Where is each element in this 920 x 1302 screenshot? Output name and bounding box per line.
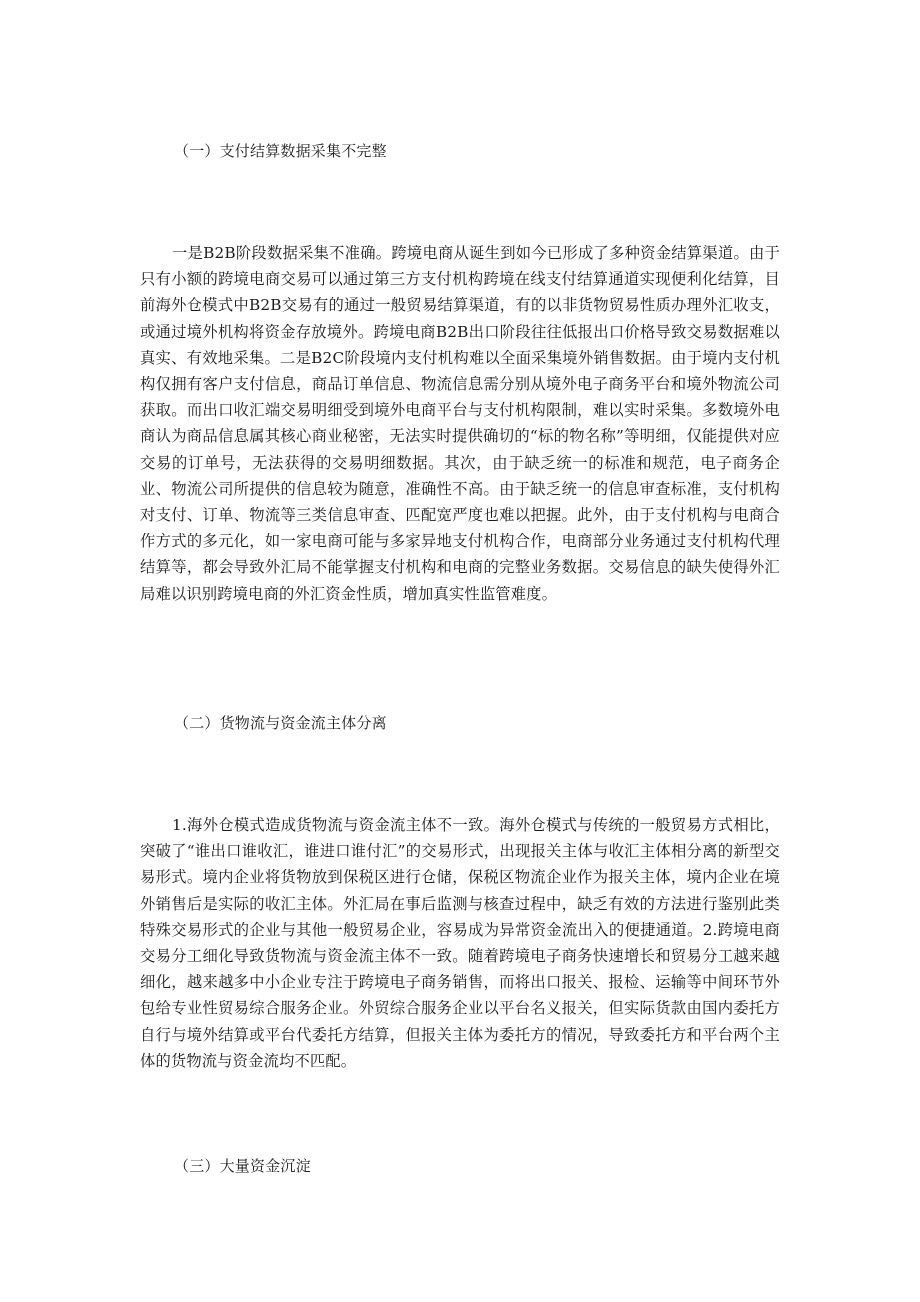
section-paragraph-2: 1.海外仓模式造成货物流与资金流主体不一致。海外仓模式与传统的一般贸易方式相比，突破了“谁出口谁收汇，谁进口谁付汇”的交易形式，出现报关主体与收汇主体相分离的新型交易形式。境内企业将货物放到保税区进行仓储，保税区物流企业作为报关主体，境内企业在境外销售后是实际的收汇主体。外汇局在事后监测与核查过程中，缺乏有效的方法进行鉴别此类特殊交易形式的企业与其他一般贸易企业，容易成为异常资金流出入的便捷通道。2.跨境电商交易分工细化导致货物流与资金流主体不一致。随着跨境电子商务快速增长和贸易分工越来越细化，越来越多中小企业专注于跨境电子商务销售，而将出口报关、报检、运输等中间环节外包给专业性贸易综合服务企业。外贸综合服务企业以平台名义报关，但实际货款由国内委托方自行与境外结算或平台代委托方结算，但报关主体为委托方的情况，导致委托方和平台两个主体的货物流与资金流均不匹配。: [140, 816, 780, 1070]
section-paragraph-1: 一是B2B阶段数据采集不准确。跨境电商从诞生到如今已形成了多种资金结算渠道。由于只有小额的跨境电商交易可以通过第三方支付机构跨境在线支付结算通道实现便利化结算，目前海外仓模式中B2B交易有的通过一般贸易结算渠道，有的以非货物贸易性质办理外汇收支，或通过境外机构将资金存放境外。跨境电商B2B出口阶段往往低报出口价格导致交易数据难以真实、有效地采集。二是B2C阶段境内支付机构难以全面采集境外销售数据。由于境内支付机构仅拥有客户支付信息，商品订单信息、物流信息需分别从境外电子商务平台和境外物流公司获取。而出口收汇端交易明细受到境外电商平台与支付机构限制，难以实时采集。多数境外电商认为商品信息属其核心商业秘密，无法实时提供确切的“标的物名称”等明细，仅能提供对应交易的订单号，无法获得的交易明细数据。其次，由于缺乏统一的标准和规范，电子商务企业、物流公司所提供的信息较为随意，准确性不高。由于缺乏统一的信息审查标准，支付机构对支付、订单、物流等三类信息审查、匹配宽严度也难以把握。此外，由于支付机构与电商合作方式的多元化，如一家电商可能与多家异地支付机构合作，电商部分业务通过支付机构代理结算等，都会导致外汇局不能掌握支付机构和电商的完整业务数据。交易信息的缺失使得外汇局难以识别跨境电商的外汇资金性质，增加真实性监管难度。: [140, 244, 780, 603]
section-heading-3: （三）大量资金沉淀: [174, 1157, 311, 1175]
section-heading-2: （二）货物流与资金流主体分离: [174, 714, 387, 732]
section-heading-1: （一）支付结算数据采集不完整: [174, 142, 387, 160]
